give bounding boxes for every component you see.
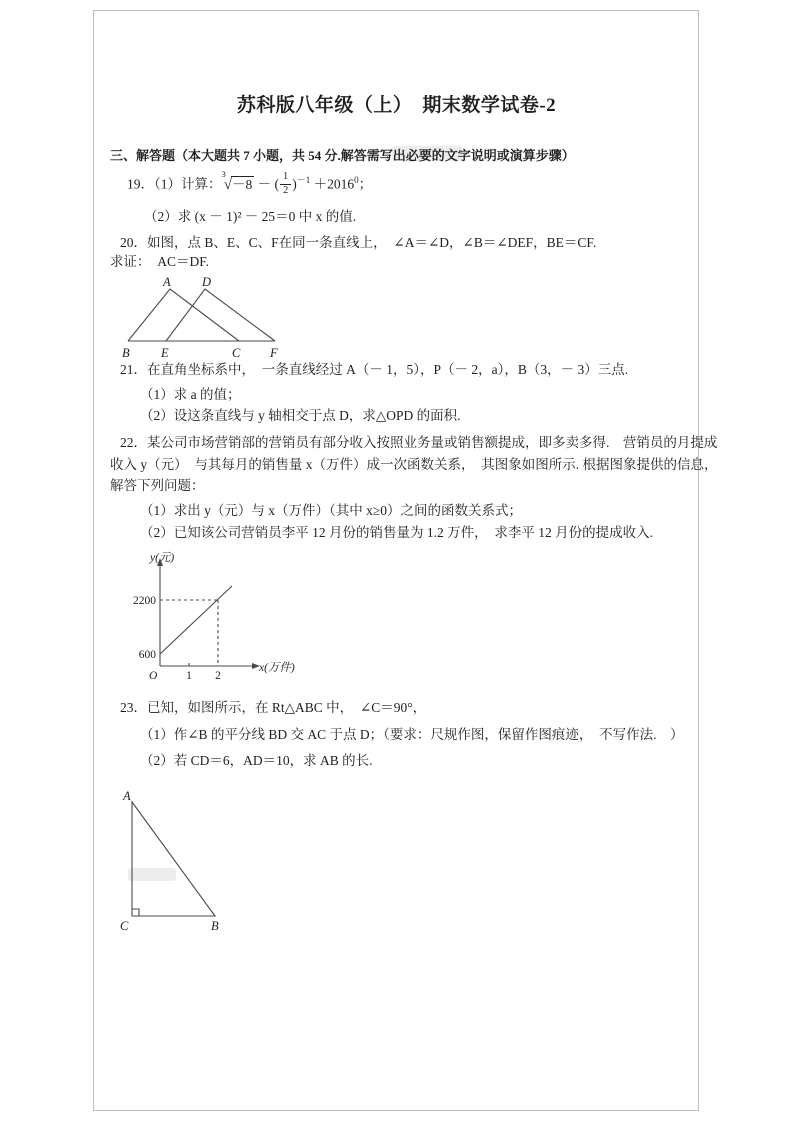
cube-root bbox=[221, 169, 255, 193]
operator-plus: ＋ bbox=[310, 176, 328, 192]
function-line bbox=[160, 586, 232, 654]
x-tick-2: 2 bbox=[215, 670, 221, 682]
fraction-one-half bbox=[280, 171, 291, 197]
triangle-acb-lines bbox=[132, 802, 215, 916]
point-label-E: E bbox=[161, 346, 169, 360]
formula-end: ； bbox=[358, 176, 373, 192]
x-axis-label: x(万件) bbox=[259, 662, 295, 674]
question-22-line2: 收入 y（元） 与其每月的销售量 x（万件）成一次函数关系， 其图象如图所示. 根据图象提供的信息， bbox=[110, 457, 718, 472]
question-23-part2: （2）若 CD＝6，AD＝10，求 AB 的长. bbox=[140, 753, 373, 768]
point-label-B: B bbox=[122, 346, 130, 360]
point-label-A: A bbox=[123, 790, 131, 803]
question-19-part2: （2）求 (x － 1)² － 25＝0 中 x 的值. bbox=[144, 209, 357, 224]
radicand: －8 bbox=[231, 176, 253, 192]
question-20-line2: 求证： AC＝DF. bbox=[110, 254, 210, 269]
x-tick-1: 1 bbox=[186, 670, 192, 682]
fraction-numerator: 1 bbox=[280, 171, 291, 185]
radical-sign: √ bbox=[223, 176, 232, 193]
origin-label: O bbox=[149, 670, 158, 682]
point-label-C: C bbox=[120, 919, 129, 933]
right-angle-mark bbox=[132, 909, 139, 916]
question-21-part1: （1）求 a 的值； bbox=[140, 387, 241, 402]
figure-q22-graph bbox=[118, 550, 308, 690]
point-label-B: B bbox=[211, 919, 219, 933]
question-20-line1: 20．如图，点 B、E、C、F在同一条直线上， ∠A＝∠D，∠B＝∠DEF，BE＝CF. bbox=[120, 235, 597, 250]
question-22-part1: （1）求出 y（元）与 x（万件）（其中 x≥0）之间的函数关系式； bbox=[140, 503, 523, 518]
point-label-C: C bbox=[232, 346, 241, 360]
question-21-line1: 21．在直角坐标系中， 一条直线经过 A（－ 1，5），P（－ 2，a），B（3，－ 3）三点. bbox=[120, 362, 629, 377]
operator-minus: － bbox=[254, 176, 275, 192]
fraction-denominator: 2 bbox=[282, 184, 289, 196]
y-axis-label: y(元) bbox=[150, 552, 175, 564]
figure-q23-right-triangle bbox=[112, 790, 232, 940]
point-label-A: A bbox=[163, 277, 171, 289]
question-22-line3: 解答下列问题： bbox=[110, 478, 205, 493]
y-tick-600: 600 bbox=[138, 649, 156, 661]
exponent-zero: 0 bbox=[354, 175, 359, 185]
paren-open: ( bbox=[274, 176, 279, 192]
point-label-F: F bbox=[270, 346, 278, 360]
question-22-part2: （2）已知该公司营销员李平 12 月份的销售量为 1.2 万件， 求李平 12 月份的提成收入. bbox=[140, 525, 653, 540]
question-23-line1: 23．已知，如图所示，在 Rt△ABC 中， ∠C＝90°， bbox=[120, 700, 427, 715]
root-index: 3 bbox=[221, 169, 226, 179]
power-base: 2016 bbox=[327, 176, 355, 192]
y-tick-2200: 2200 bbox=[133, 595, 156, 607]
question-19-part1 bbox=[127, 166, 372, 194]
triangle-def-lines bbox=[166, 289, 275, 341]
page-title: 苏科版八年级（上） 期末数学试卷-2 bbox=[236, 95, 557, 116]
point-label-D: D bbox=[202, 277, 212, 289]
paren-close: ) bbox=[292, 176, 297, 192]
q19-prefix: 19．（1）计算： bbox=[127, 176, 222, 192]
figure-q20-triangles bbox=[122, 277, 290, 361]
section-heading: 三、解答题（本大题共 7 小题，共 54 分.解答需写出必要的文字说明或演算步骤） bbox=[110, 148, 575, 163]
question-22-line1: 22．某公司市场营销部的营销员有部分收入按照业务量或销售额提成，即多卖多得. 营销员的月提成 bbox=[120, 435, 718, 450]
question-21-part2: （2）设这条直线与 y 轴相交于点 D，求△OPD 的面积. bbox=[140, 408, 461, 423]
exponent-neg-one: －1 bbox=[296, 175, 311, 185]
triangle-abc-lines bbox=[128, 289, 239, 341]
question-23-part1: （1）作∠B 的平分线 BD 交 AC 于点 D；（要求：尺规作图，保留作图痕迹， 不写作法. ） bbox=[140, 727, 684, 742]
